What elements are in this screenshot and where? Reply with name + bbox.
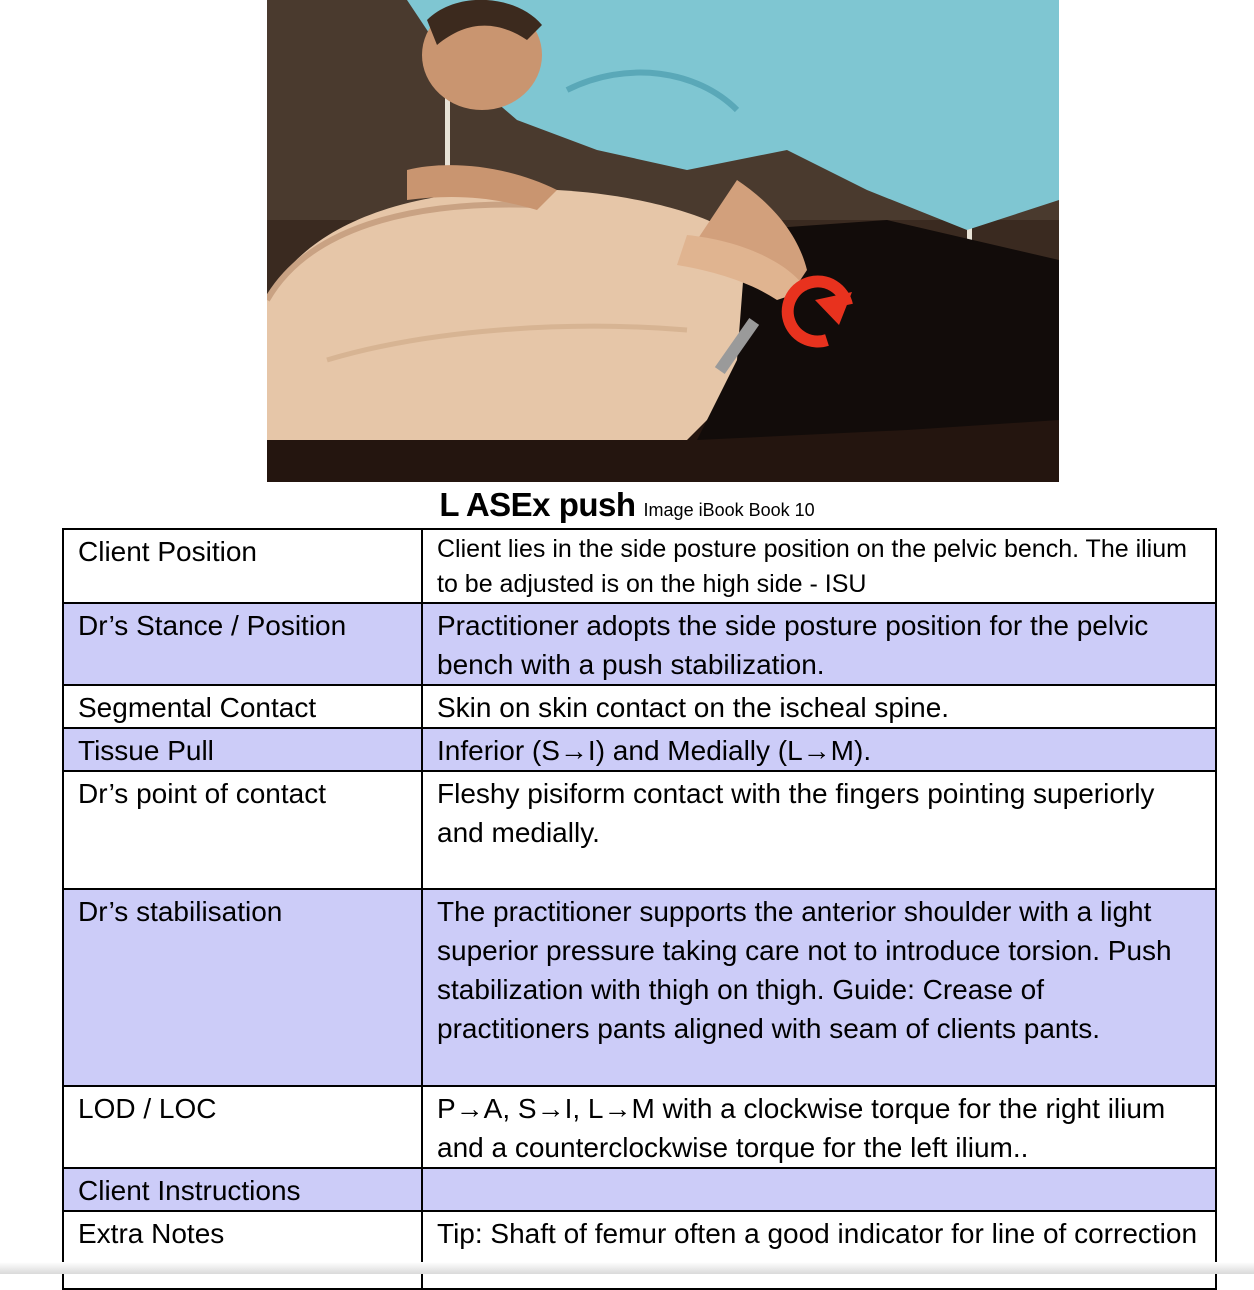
table-row [63,529,1216,603]
row-label: Dr’s stabilisation [63,889,422,1086]
row-value: Client lies in the side posture position on the pelvic bench. The ilium to be adjusted is on the high side - ISU [422,529,1216,603]
table-row [63,685,1216,728]
row-label: Segmental Contact [63,685,422,728]
row-label: Dr’s Stance / Position [63,603,422,685]
table-row [63,889,1216,1086]
table-row [63,1211,1216,1289]
row-value: Tip: Shaft of femur often a good indicator for line of correction [422,1211,1216,1289]
adjustment-photo [267,0,1059,482]
row-value: Practitioner adopts the side posture position for the pelvic bench with a push stabilization. [422,603,1216,685]
table-row [63,771,1216,889]
row-value: Fleshy pisiform contact with the fingers pointing superiorly and medially. [422,771,1216,889]
row-value [422,1168,1216,1211]
row-value: Skin on skin contact on the ischeal spine. [422,685,1216,728]
row-label: Extra Notes [63,1211,422,1289]
table-row [63,1168,1216,1211]
table-row [63,728,1216,771]
table-row [63,1086,1216,1168]
row-label: Dr’s point of contact [63,771,422,889]
caption-source: Image iBook Book 10 [643,500,815,520]
row-label: Client Instructions [63,1168,422,1211]
row-label: Tissue Pull [63,728,422,771]
row-label: LOD / LOC [63,1086,422,1168]
row-value: P→A, S→I, L→M with a clockwise torque for the right ilium and a counterclockwise torque for the left ilium.. [422,1086,1216,1168]
page-bottom-shadow [0,1262,1254,1274]
caption-title: L ASEx push [439,486,636,523]
row-value: The practitioner supports the anterior shoulder with a light superior pressure taking care not to introduce torsion. Push stabilization with thigh on thigh. Guide: Crease of practitioners pants aligned with seam of clients pants. [422,889,1216,1086]
technique-table [62,528,1217,1290]
row-value: Inferior (S→I) and Medially (L→M). [422,728,1216,771]
table-row [63,603,1216,685]
row-label: Client Position [63,529,422,603]
image-caption [0,486,1254,524]
